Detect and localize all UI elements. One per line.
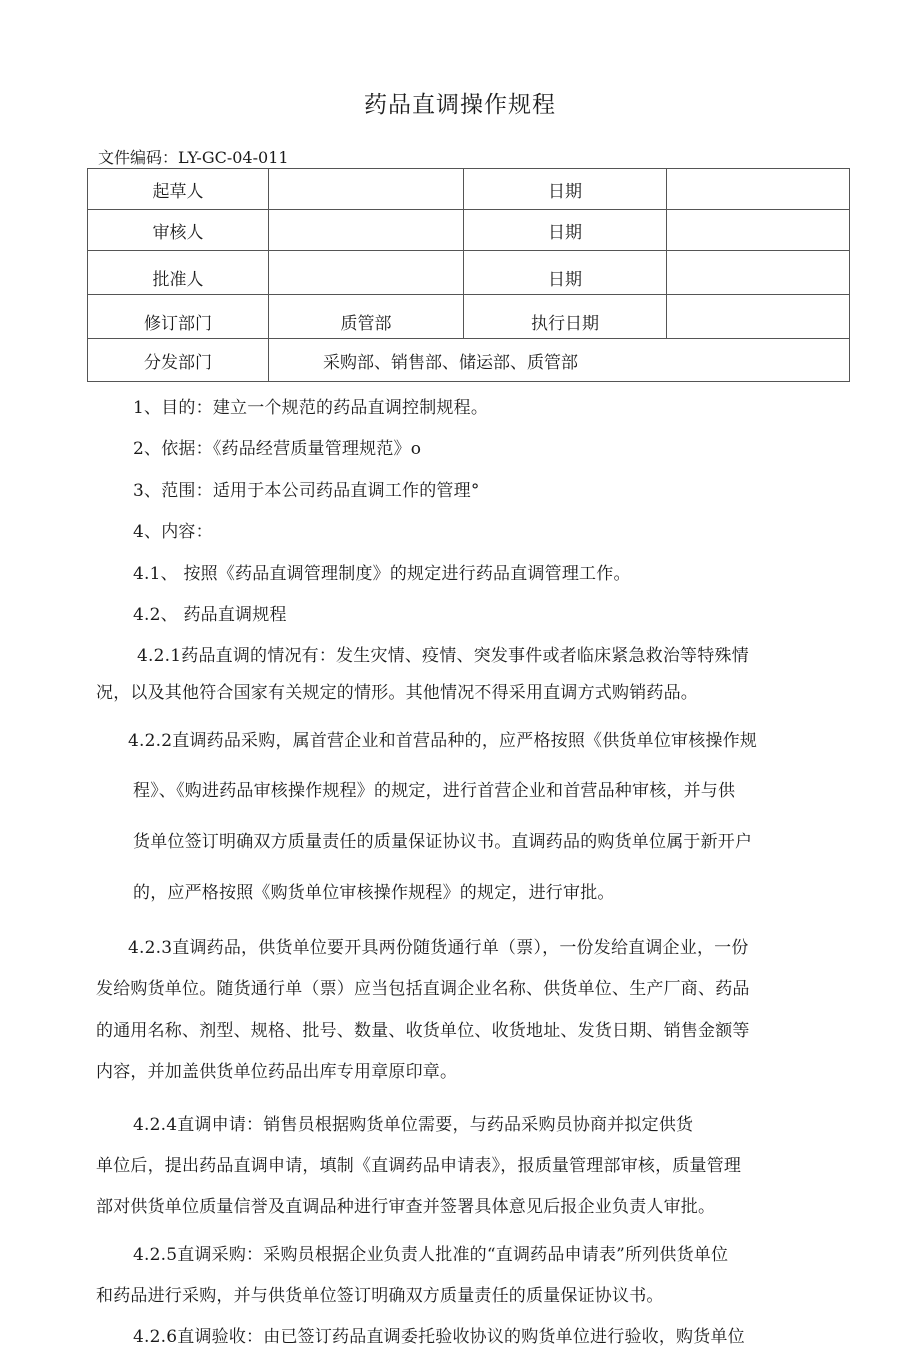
draft-date-label: 日期 <box>464 169 667 210</box>
distribution-dept-value: 采购部、销售部、储运部、质管部 <box>269 339 850 382</box>
review-date-label: 日期 <box>464 210 667 251</box>
section-4-2-4-line-1: 4.2.4直调申请：销售员根据购货单位需要，与药品采购员协商并拟定供货 <box>133 1115 694 1135</box>
section-4-2-2-line-2: 程》、《购进药品审核操作规程》的规定，进行首营企业和首营品种审核，并与供 <box>133 781 736 801</box>
section-4-1: 4.1、 按照《药品直调管理制度》的规定进行药品直调管理工作。 <box>133 564 631 584</box>
section-4-2-3-line-3: 的通用名称、剂型、规格、批号、数量、收货单位、收货地址、发货日期、销售金额等 <box>96 1021 750 1041</box>
effective-date-value <box>667 295 850 339</box>
section-4-2-3-line-2: 发给购货单位。随货通行单（票）应当包括直调企业名称、供货单位、生产厂商、药品 <box>96 979 750 999</box>
distribution-dept-label: 分发部门 <box>88 339 269 382</box>
approve-date-label: 日期 <box>464 251 667 295</box>
section-4-2-5-line-1: 4.2.5直调采购：采购员根据企业负责人批准的“直调药品申请表”所列供货单位 <box>133 1245 729 1265</box>
approver-value <box>269 251 464 295</box>
section-basis: 2、依据：《药品经营质量管理规范》o <box>133 439 422 459</box>
table-row <box>88 251 850 295</box>
section-4-2-5-line-2: 和药品进行采购，并与供货单位签订明确双方质量责任的质量保证协议书。 <box>96 1286 664 1306</box>
drafter-value <box>269 169 464 210</box>
drafter-label: 起草人 <box>88 169 269 210</box>
draft-date-value <box>667 169 850 210</box>
revision-dept-label: 修订部门 <box>88 295 269 339</box>
section-4-2-3-line-4: 内容，并加盖供货单位药品出库专用章原印章。 <box>96 1062 458 1082</box>
section-4-2-2-line-4: 的，应严格按照《购货单位审核操作规程》的规定，进行审批。 <box>133 883 615 903</box>
section-4-2-6-line-1: 4.2.6直调验收：由已签订药品直调委托验收协议的购货单位进行验收，购货单位 <box>133 1327 745 1347</box>
section-purpose: 1、目的：建立一个规范的药品直调控制规程。 <box>133 398 489 418</box>
review-date-value <box>667 210 850 251</box>
section-4-2-3-line-1: 4.2.3直调药品，供货单位要开具两份随货通行单（票），一份发给直调企业，一份 <box>128 938 749 958</box>
section-4-2-1-line-2: 况，以及其他符合国家有关规定的情形。其他情况不得采用直调方式购销药品。 <box>96 683 698 703</box>
reviewer-value <box>269 210 464 251</box>
approve-date-value <box>667 251 850 295</box>
section-4-2-1-line-1: 4.2.1药品直调的情况有：发生灾情、疫情、突发事件或者临床紧急救治等特殊情 <box>137 646 749 666</box>
reviewer-label: 审核人 <box>88 210 269 251</box>
table-row <box>88 339 850 382</box>
table-row <box>88 210 850 251</box>
section-4-2-4-line-2: 单位后，提出药品直调申请，填制《直调药品申请表》，报质量管理部审核，质量管理 <box>96 1156 742 1176</box>
document-title: 药品直调操作规程 <box>364 92 556 118</box>
approval-table <box>87 168 850 382</box>
effective-date-label: 执行日期 <box>464 295 667 339</box>
revision-dept-value: 质管部 <box>269 295 464 339</box>
document-code: 文件编码：LY-GC-04-011 <box>98 148 289 167</box>
section-4-2-2-line-1: 4.2.2直调药品采购，属首营企业和首营品种的，应严格按照《供货单位审核操作规 <box>128 731 758 751</box>
section-content: 4、内容： <box>133 522 213 542</box>
section-4-2-4-line-3: 部对供货单位质量信誉及直调品种进行审查并签署具体意见后报企业负责人审批。 <box>96 1197 716 1217</box>
approver-label: 批准人 <box>88 251 269 295</box>
section-scope: 3、范围：适用于本公司药品直调工作的管理° <box>133 481 480 501</box>
table-row <box>88 169 850 210</box>
section-4-2: 4.2、 药品直调规程 <box>133 605 287 625</box>
table-row <box>88 295 850 339</box>
section-4-2-2-line-3: 货单位签订明确双方质量责任的质量保证协议书。直调药品的购货单位属于新开户 <box>133 832 753 852</box>
